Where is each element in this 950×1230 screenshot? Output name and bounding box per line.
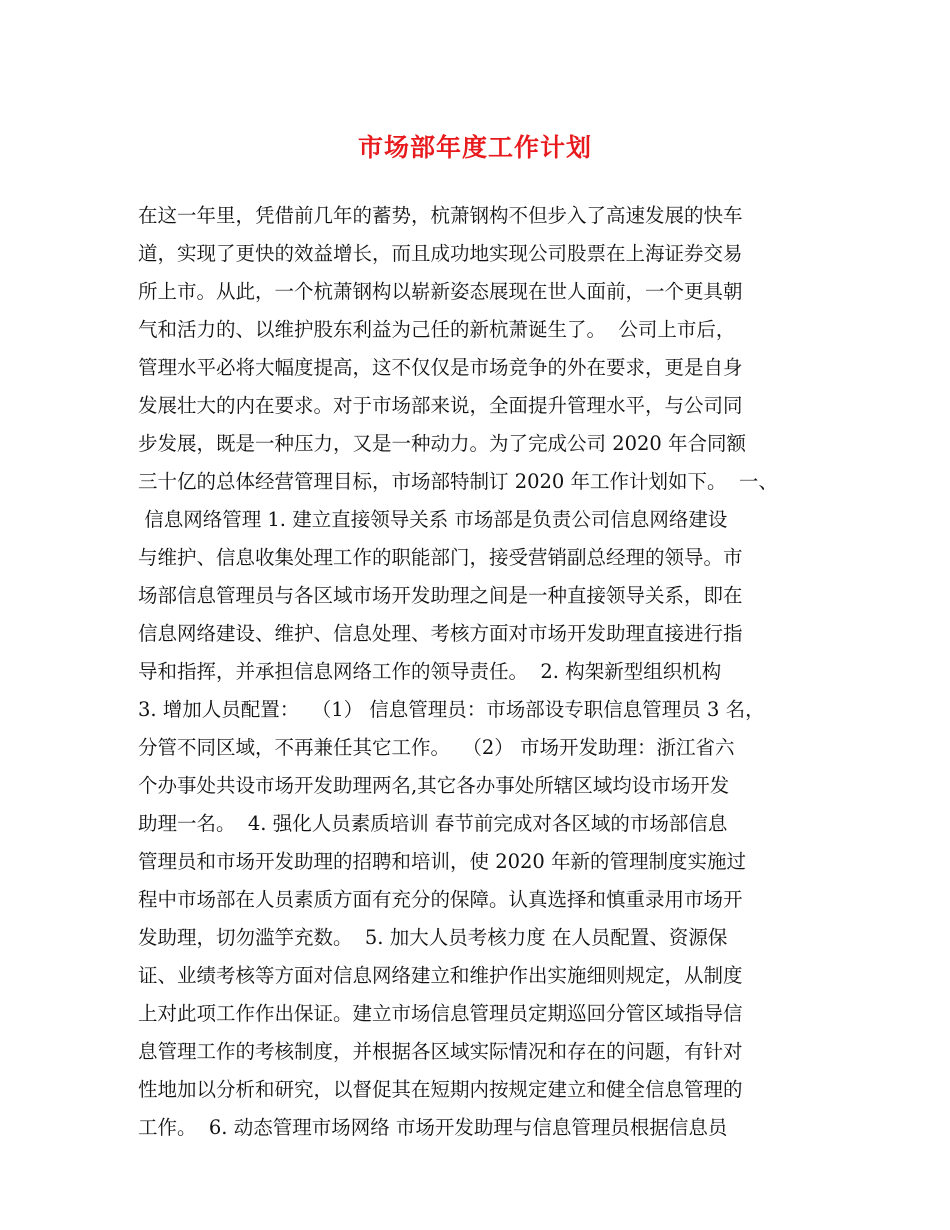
body-text-line: 息管理工作的考核制度，并根据各区域实际情况和存在的问题，有针对 (138, 1040, 743, 1063)
body-text-line: 个办事处共设市场开发助理两名,其它各办事处所辖区域均设市场开发 (138, 774, 730, 797)
body-text-line: 信息网络建设、维护、信息处理、考核方面对市场开发助理直接进行指 (138, 622, 743, 645)
body-text-line: 导和指挥，并承担信息网络工作的领导责任。 2. 构架新型组织机构 (138, 660, 722, 683)
body-text-line: 气和活力的、以维护股东利益为己任的新杭萧诞生了。 公司上市后， (138, 318, 736, 341)
body-text-line: 所上市。从此，一个杭萧钢构以崭新姿态展现在世人面前，一个更具朝 (138, 280, 743, 303)
body-text-line: 管理员和市场开发助理的招聘和培训，使 2020 年新的管理制度实施过 (138, 850, 747, 873)
body-text-line: 管理水平必将大幅度提高，这不仅仅是市场竞争的外在要求，更是自身 (138, 356, 743, 379)
document-body (138, 197, 814, 1147)
body-text-line: 信息网络管理 1. 建立直接领导关系 市场部是负责公司信息网络建设 (138, 508, 728, 531)
body-text-line: 上对此项工作作出保证。建立市场信息管理员定期巡回分管区域指导信 (138, 1002, 743, 1025)
body-text-line: 与维护、信息收集处理工作的职能部门，接受营销副总经理的领导。市 (138, 546, 743, 569)
body-text-line: 工作。 6. 动态管理市场网络 市场开发助理与信息管理员根据信息员 (138, 1116, 728, 1139)
body-text-line: 发展壮大的内在要求。对于市场部来说，全面提升管理水平，与公司同 (138, 394, 743, 417)
body-text-line: 发助理，切勿滥竽充数。 5. 加大人员考核力度 在人员配置、资源保 (138, 926, 728, 949)
body-text-line: 助理一名。 4. 强化人员素质培训 春节前完成对各区域的市场部信息 (138, 812, 728, 835)
body-text-line: 证、业绩考核等方面对信息网络建立和维护作出实施细则规定，从制度 (138, 964, 743, 987)
body-text-line: 三十亿的总体经营管理目标，市场部特制订 2020 年工作计划如下。 一、 (138, 470, 778, 493)
body-text-line: 道，实现了更快的效益增长，而且成功地实现公司股票在上海证券交易 (138, 242, 743, 265)
body-text-line: 分管不同区域，不再兼任其它工作。 （2） 市场开发助理：浙江省六 (138, 736, 735, 759)
body-text-line: 场部信息管理员与各区域市场开发助理之间是一种直接领导关系，即在 (138, 584, 743, 607)
body-text-line: 程中市场部在人员素质方面有充分的保障。认真选择和慎重录用市场开 (138, 888, 743, 911)
body-text-line: 在这一年里，凭借前几年的蓄势，杭萧钢构不但步入了高速发展的快车 (138, 204, 743, 227)
body-text-line: 3. 增加人员配置： （1） 信息管理员：市场部设专职信息管理员 3 名， (138, 698, 765, 721)
document-title: 市场部年度工作计划 (357, 133, 592, 162)
body-text-line: 步发展，既是一种压力，又是一种动力。为了完成公司 2020 年合同额 (138, 432, 747, 455)
body-text-line: 性地加以分析和研究，以督促其在短期内按规定建立和健全信息管理的 (138, 1078, 743, 1101)
